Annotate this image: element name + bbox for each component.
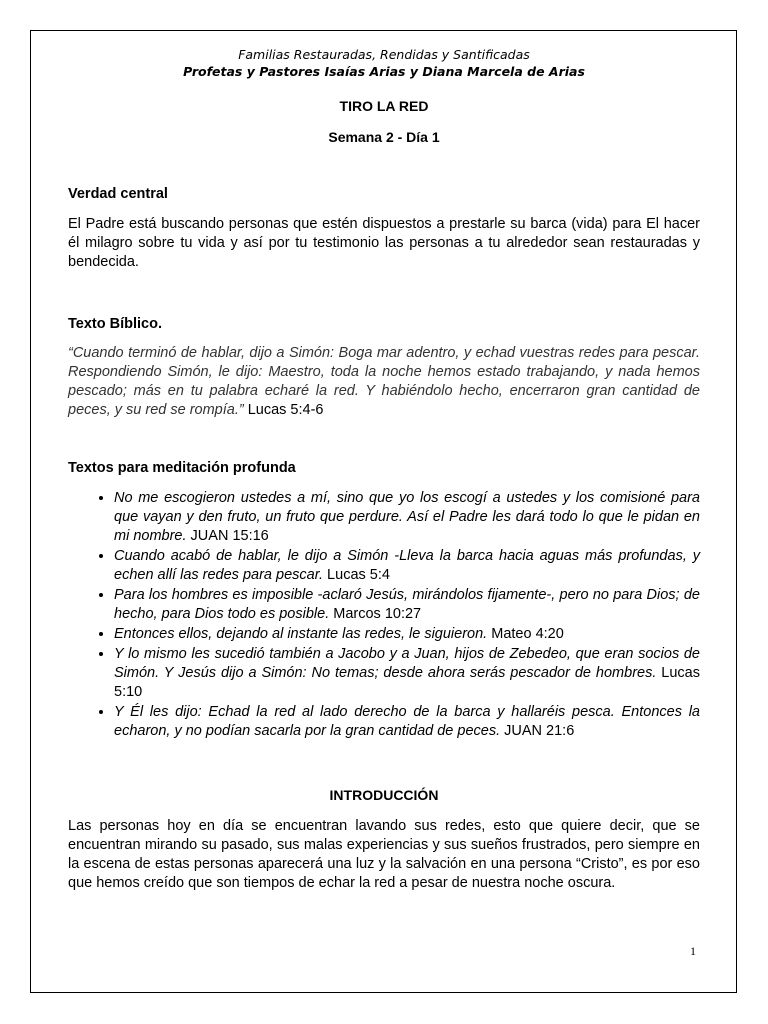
document-title: TIRO LA RED [339, 98, 429, 114]
list-item: • Y Él les dijo: Echad la red al lado derecho de la barca y hallaréis pesca. Entonces la echaron, y no podían sacarla por la gran cantidad de peces. JUAN 21:6 [114, 703, 700, 741]
bible-quote: “Cuando terminó de hablar, dijo a Simón: Boga mar adentro, y echad vuestras redes para pescar. Respondiendo Simón, le dijo: Maestro, toda la noche hemos estado trabajando, y nada hemos pescado; más en tu palabra echaré la red. Y habiéndolo hecho, encerraron gran cantidad de peces, y su red se rompía.” [68, 345, 700, 418]
bible-reference: Lucas 5:4-6 [243, 402, 324, 418]
verdad-central-text: El Padre está buscando personas que estén dispuestos a prestarle su barca (vida) para El hacer él milagro sobre tu vida y así por tu testimonio las personas a tu alrededor sean restauradas y bendecida. [68, 216, 700, 270]
header-pastors: Profetas y Pastores Isaías Arias y Diana Marcela de Arias [183, 64, 585, 79]
list-item: • Entonces ellos, dejando al instante las redes, le siguieron. Mateo 4:20 [114, 625, 700, 644]
introduccion-heading: INTRODUCCIÓN [329, 787, 439, 803]
header-ministry-name: Familias Restauradas, Rendidas y Santificadas [238, 47, 530, 62]
texto-biblico-heading: Texto Bíblico. [68, 316, 162, 332]
meditation-list [68, 489, 700, 742]
document-subtitle: Semana 2 - Día 1 [328, 129, 440, 145]
list-item: • Cuando acabó de hablar, le dijo a Simón -Lleva la barca hacia aguas más profundas, y echen allí las redes para pescar. Lucas 5:4 [114, 547, 700, 585]
list-item: • No me escogieron ustedes a mí, sino que yo los escogí a ustedes y los comisioné para que vayan y den fruto, un fruto que perdure. Así el Padre les dará todo lo que le pidan en mi nombre. JUAN 15:16 [114, 489, 700, 546]
list-item: • Para los hombres es imposible -aclaró Jesús, mirándolos fijamente-, pero no para Dios; de hecho, para Dios todo es posible. Marcos 10:27 [114, 586, 700, 624]
page-number: 1 [690, 944, 696, 958]
list-item: • Y lo mismo les sucedió también a Jacobo y a Juan, hijos de Zebedeo, que eran socios de Simón. Y Jesús dijo a Simón: No temas; desde ahora serás pescador de hombres. Lucas 5:10 [114, 645, 700, 702]
meditacion-heading: Textos para meditación profunda [68, 460, 296, 476]
verdad-central-heading: Verdad central [68, 186, 168, 202]
texto-biblico-paragraph [68, 344, 700, 420]
introduccion-text: Las personas hoy en día se encuentran lavando sus redes, esto que quiere decir, que se encuentran mirando su pasado, sus malas experiencias y sus sueños frustrados, pero siempre en la escena de estas personas aparecerá una luz y la salvación en una persona “Cristo”, es por eso que hemos creído que son tiempos de echar la red a pesar de nuestra noche oscura. [68, 818, 700, 891]
